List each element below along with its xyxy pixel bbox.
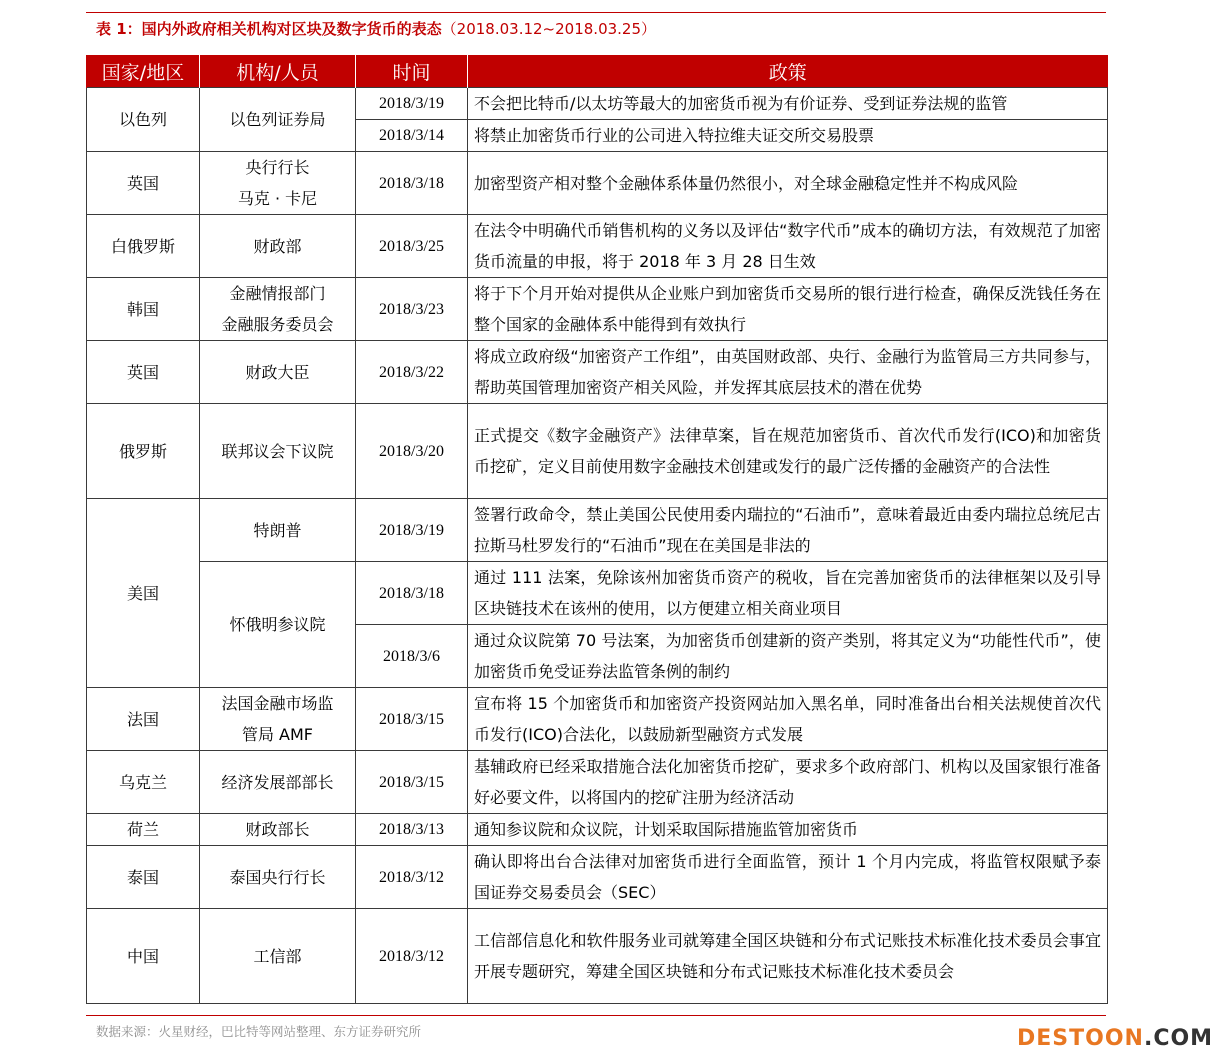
date-cell: 2018/3/23 <box>356 278 468 341</box>
table-row <box>87 814 1108 846</box>
policy-cell: 将于下个月开始对提供从企业账户到加密货币交易所的银行进行检查，确保反洗钱任务在整个国家的金融体系中能得到有效执行 <box>468 278 1108 341</box>
table-row <box>87 688 1108 751</box>
date-cell: 2018/3/19 <box>356 88 468 120</box>
agency-line: 金融情报部门 <box>229 284 326 303</box>
table-row <box>87 751 1108 814</box>
policy-cell: 不会把比特币/以太坊等最大的加密货币视为有价证券、受到证券法规的监管 <box>468 88 1108 120</box>
table-row <box>87 341 1108 404</box>
header-country: 国家/地区 <box>87 55 200 88</box>
caption-range: （2018.03.12~2018.03.25） <box>441 20 657 38</box>
agency-cell: 以色列证券局 <box>200 88 356 152</box>
table-row <box>87 404 1108 499</box>
country-cell: 乌克兰 <box>87 751 200 814</box>
table-row <box>87 846 1108 909</box>
date-cell: 2018/3/6 <box>356 625 468 688</box>
country-cell: 美国 <box>87 499 200 688</box>
caption-label: 表 1：国内外政府相关机构对区块及数字货币的表态 <box>96 20 442 38</box>
agency-cell: 泰国央行行长 <box>200 846 356 909</box>
agency-line: 金融服务委员会 <box>221 315 334 334</box>
date-cell: 2018/3/19 <box>356 499 468 562</box>
policy-cell: 签署行政命令，禁止美国公民使用委内瑞拉的“石油币”，意味着最近由委内瑞拉总统尼古拉斯马杜罗发行的“石油币”现在在美国是非法的 <box>468 499 1108 562</box>
table-row <box>87 562 1108 625</box>
agency-cell: 财政部 <box>200 215 356 278</box>
header-policy: 政策 <box>468 55 1108 88</box>
top-rule <box>86 12 1106 13</box>
country-cell: 法国 <box>87 688 200 751</box>
header-date: 时间 <box>356 55 468 88</box>
policy-cell: 通过众议院第 70 号法案，为加密货币创建新的资产类别，将其定义为“功能性代币”，使加密货币免受证券法监管条例的制约 <box>468 625 1108 688</box>
country-cell: 韩国 <box>87 278 200 341</box>
table-header-row <box>87 55 1108 88</box>
agency-cell <box>200 278 356 341</box>
agency-line: 管局 AMF <box>241 725 314 744</box>
agency-line: 法国金融市场监 <box>221 694 334 713</box>
policy-cell: 在法令中明确代币销售机构的义务以及评估“数字代币”成本的确切方法，有效规范了加密货币流量的申报，将于 2018 年 3 月 28 日生效 <box>468 215 1108 278</box>
policy-cell: 将禁止加密货币行业的公司进入特拉维夫证交所交易股票 <box>468 120 1108 152</box>
table-row <box>87 909 1108 1004</box>
agency-cell: 财政部长 <box>200 814 356 846</box>
policy-table <box>86 55 1108 1004</box>
date-cell: 2018/3/15 <box>356 751 468 814</box>
agency-cell: 财政大臣 <box>200 341 356 404</box>
agency-cell: 怀俄明参议院 <box>200 562 356 688</box>
date-cell: 2018/3/15 <box>356 688 468 751</box>
date-cell: 2018/3/22 <box>356 341 468 404</box>
table-row <box>87 152 1108 215</box>
date-cell: 2018/3/12 <box>356 846 468 909</box>
policy-cell: 通知参议院和众议院，计划采取国际措施监管加密货币 <box>468 814 1108 846</box>
country-cell: 泰国 <box>87 846 200 909</box>
header-agency: 机构/人员 <box>200 55 356 88</box>
table-row <box>87 278 1108 341</box>
date-cell: 2018/3/13 <box>356 814 468 846</box>
table-caption <box>96 16 1106 42</box>
date-cell: 2018/3/20 <box>356 404 468 499</box>
policy-cell: 宣布将 15 个加密货币和加密资产投资网站加入黑名单，同时准备出台相关法规使首次代币发行(ICO)合法化，以鼓励新型融资方式发展 <box>468 688 1108 751</box>
country-cell: 以色列 <box>87 88 200 152</box>
policy-cell: 工信部信息化和软件服务业司就筹建全国区块链和分布式记账技术标准化技术委员会事宜开展专题研究，筹建全国区块链和分布式记账技术标准化技术委员会 <box>468 909 1108 1004</box>
date-cell: 2018/3/14 <box>356 120 468 152</box>
table-row <box>87 499 1108 562</box>
date-cell: 2018/3/12 <box>356 909 468 1004</box>
agency-cell: 经济发展部部长 <box>200 751 356 814</box>
country-cell: 英国 <box>87 152 200 215</box>
country-cell: 俄罗斯 <box>87 404 200 499</box>
country-cell: 英国 <box>87 341 200 404</box>
policy-cell: 正式提交《数字金融资产》法律草案，旨在规范加密货币、首次代币发行(ICO)和加密货币挖矿，定义目前使用数字金融技术创建或发行的最广泛传播的金融资产的合法性 <box>468 404 1108 499</box>
policy-cell: 基辅政府已经采取措施合法化加密货币挖矿，要求多个政府部门、机构以及国家银行准备好必要文件，以将国内的挖矿注册为经济活动 <box>468 751 1108 814</box>
agency-cell <box>200 152 356 215</box>
policy-cell: 确认即将出台合法律对加密货币进行全面监管，预计 1 个月内完成，将监管权限赋予泰国证券交易委员会（SEC） <box>468 846 1108 909</box>
bottom-rule <box>86 1015 1106 1016</box>
agency-cell: 特朗普 <box>200 499 356 562</box>
country-cell: 白俄罗斯 <box>87 215 200 278</box>
policy-cell: 将成立政府级“加密资产工作组”，由英国财政部、央行、金融行为监管局三方共同参与，帮助英国管理加密资产相关风险，并发挥其底层技术的潜在优势 <box>468 341 1108 404</box>
table-row <box>87 215 1108 278</box>
policy-cell: 加密型资产相对整个金融体系体量仍然很小，对全球金融稳定性并不构成风险 <box>468 152 1108 215</box>
date-cell: 2018/3/18 <box>356 152 468 215</box>
table-row <box>87 88 1108 120</box>
agency-cell: 联邦议会下议院 <box>200 404 356 499</box>
country-cell: 中国 <box>87 909 200 1004</box>
destoon-watermark-logo <box>1017 1026 1213 1051</box>
watermark-main-text: DESTOON <box>1017 1026 1144 1051</box>
country-cell: 荷兰 <box>87 814 200 846</box>
policy-cell: 通过 111 法案，免除该州加密货币资产的税收，旨在完善加密货币的法律框架以及引导区块链技术在该州的使用，以方便建立相关商业项目 <box>468 562 1108 625</box>
agency-line: 马克 · 卡尼 <box>237 189 318 208</box>
agency-cell <box>200 688 356 751</box>
data-source-note: 数据来源：火星财经，巴比特等网站整理、东方证券研究所 <box>96 1024 422 1039</box>
date-cell: 2018/3/25 <box>356 215 468 278</box>
agency-cell: 工信部 <box>200 909 356 1004</box>
agency-line: 央行行长 <box>245 158 310 177</box>
date-cell: 2018/3/18 <box>356 562 468 625</box>
watermark-tld-text: .COM <box>1143 1026 1213 1051</box>
